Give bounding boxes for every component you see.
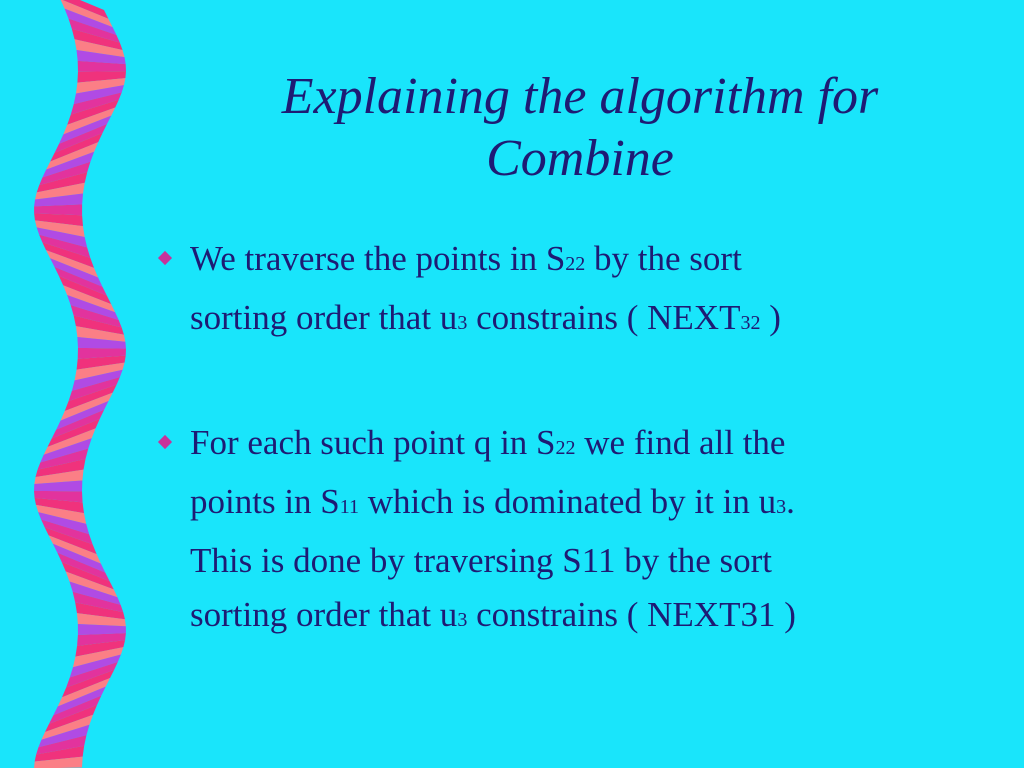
diamond-bullet-icon: [158, 251, 172, 265]
decorative-ribbon-border: [20, 0, 140, 768]
bullet-2-line-3: This is done by traversing S11 by the sort: [190, 541, 772, 580]
bullet-list: [160, 232, 1000, 647]
diamond-bullet-icon: [158, 435, 172, 449]
bullet-1-line-1: We traverse the points in S22 by the sort: [190, 239, 742, 278]
bullet-item-1: [160, 232, 1000, 350]
title-line-1: Explaining the algorithm for: [281, 68, 879, 125]
bullet-2-line-2: points in S11 which is dominated by it in u3.: [190, 482, 795, 521]
bullet-2-line-1: For each such point q in S22 we find all the: [190, 423, 786, 462]
bullet-1-line-2: sorting order that u3 constrains ( NEXT32 ): [190, 298, 781, 337]
slide-title: [150, 66, 1010, 190]
bullet-item-2: [160, 416, 1000, 647]
title-line-2: Combine: [486, 130, 674, 187]
bullet-2-line-4: sorting order that u3 constrains ( NEXT31 ): [190, 595, 796, 634]
